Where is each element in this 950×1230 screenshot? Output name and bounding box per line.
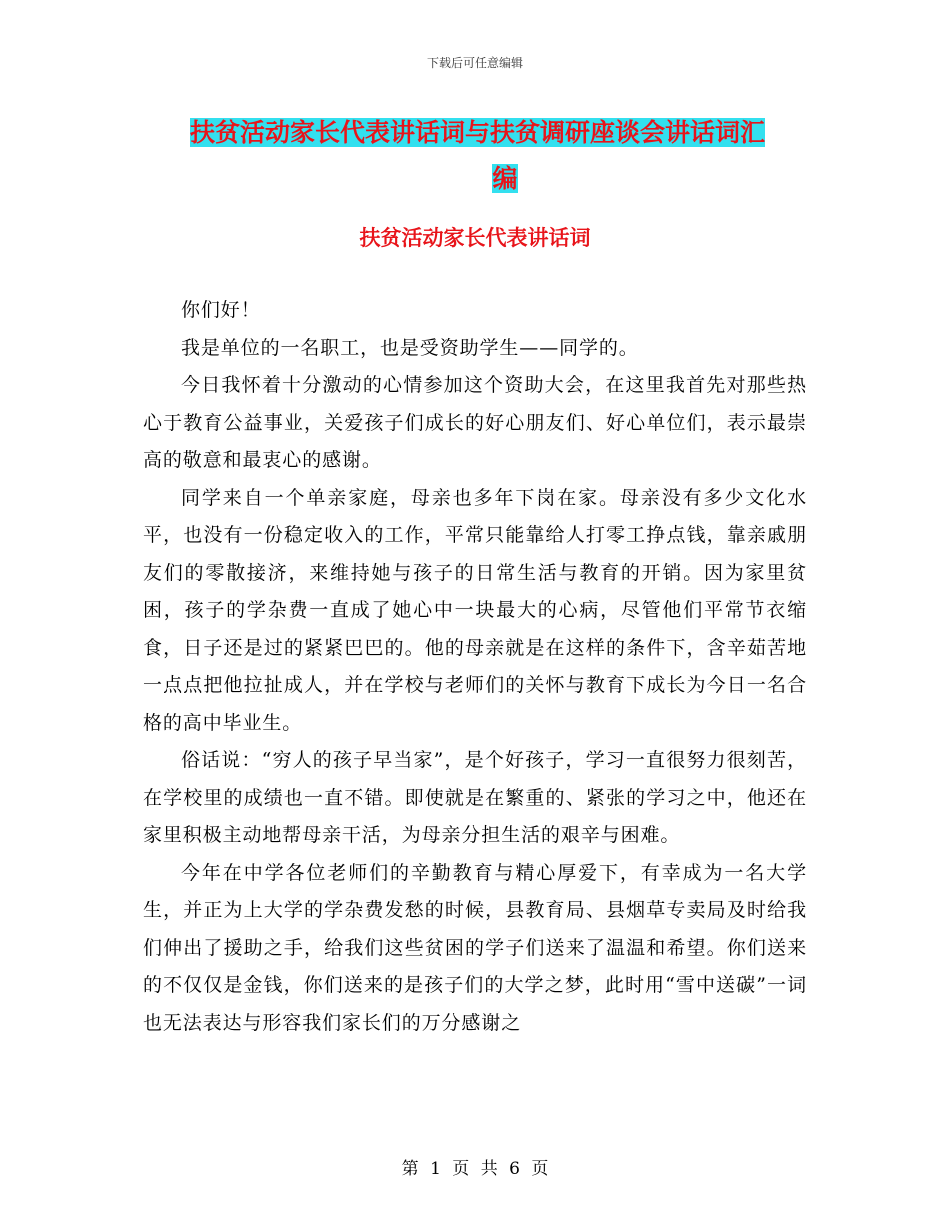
paragraph: 今日我怀着十分激动的心情参加这个资助大会，在这里我首先对那些热心于教育公益事业，关爱孩子们成长的好心朋友们、好心单位们，表示最崇高的敬意和最衷心的感谢。 xyxy=(143,374,807,471)
paragraph: 今年在中学各位老师们的辛勤教育与精心厚爱下，有幸成为一名大学生，并正为上大学的学杂费发愁的时候，县教育局、县烟草专卖局及时给我们伸出了援助之手，给我们这些贫困的学子们送来了温温和希望。你们送来的不仅仅是金钱，你们送来的是孩子们的大学之梦，此时用“雪中送碳”一词也无法表达与形容我们家长们的万分感谢之 xyxy=(143,861,807,1034)
header-note: 下载后可任意编辑 xyxy=(426,56,523,70)
page-number: 第 1 页 共 6 页 xyxy=(401,1159,549,1179)
paragraph: 你们好！ xyxy=(181,299,261,321)
document-title-line-1: 扶贫活动家长代表讲话词与扶贫调研座谈会讲话词汇 xyxy=(190,118,766,147)
document-title xyxy=(190,110,810,202)
document-title-line-2: 编 xyxy=(492,164,518,193)
body-text xyxy=(143,292,807,1042)
paragraph: 我是单位的一名职工，也是受资助学生——同学的。 xyxy=(181,336,639,359)
paragraph: 同学来自一个单亲家庭，母亲也多年下岗在家。母亲没有多少文化水平，也没有一份稳定收入的工作，平常只能靠给人打零工挣点钱，靠亲戚朋友们的零散接济，来维持她与孩子的日常生活与教育的开销。因为家里贫困，孩子的学杂费一直成了她心中一块最大的心病，尽管他们平常节衣缩食，日子还是过的紧紧巴巴的。他的母亲就是在这样的条件下，含辛茹苦地一点点把他拉扯成人，并在学校与老师们的关怀与教育下成长为今日一名合格的高中毕业生。 xyxy=(143,486,807,734)
section-title: 扶贫活动家长代表讲话词 xyxy=(359,225,591,250)
paragraph: 俗话说：“穷人的孩子早当家”，是个好孩子，学习一直很努力很刻苦，在学校里的成绩也一直不错。即使就是在繁重的、紧张的学习之中，他还在家里积极主动地帮母亲干活，为母亲分担生活的艰辛与困难。 xyxy=(143,749,807,846)
